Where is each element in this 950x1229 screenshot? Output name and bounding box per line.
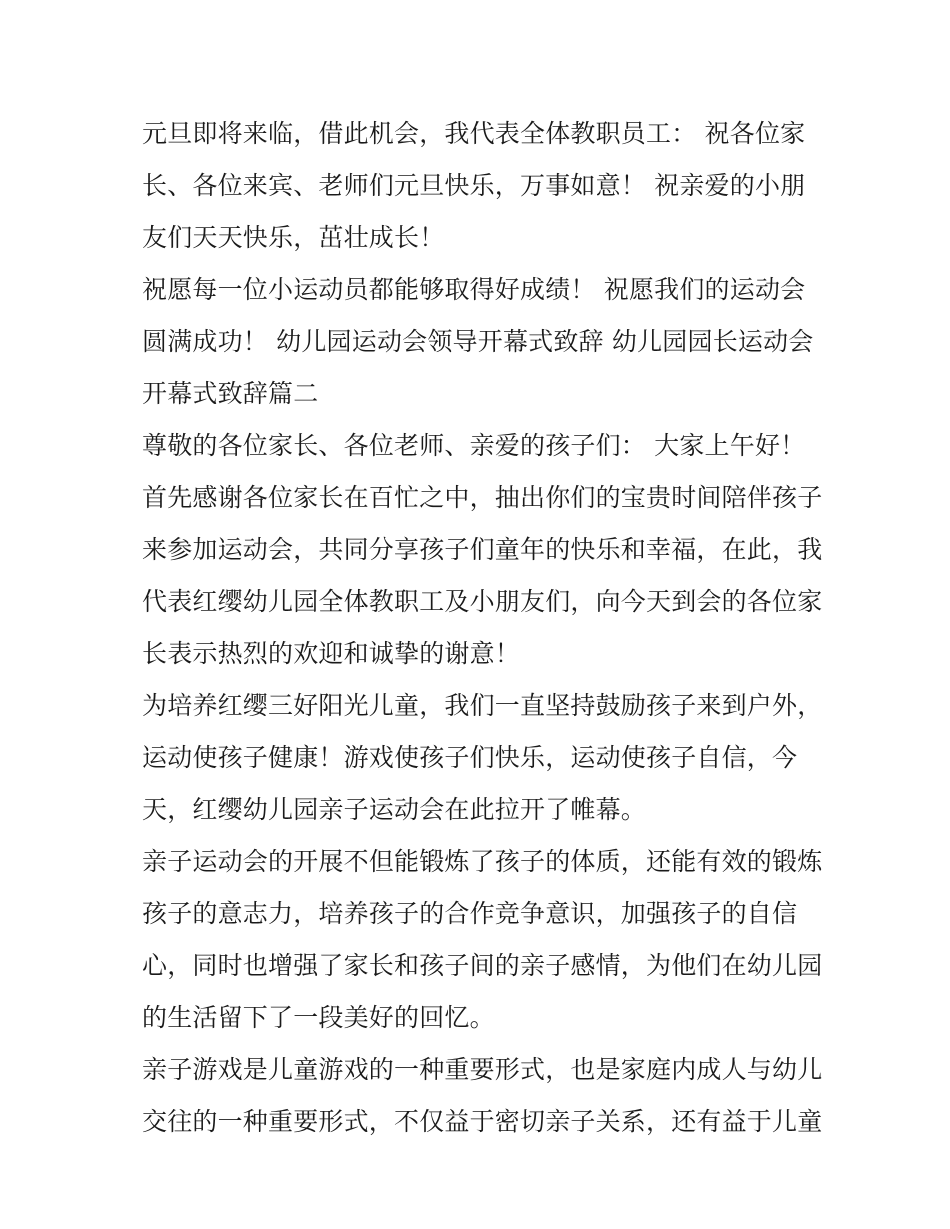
text-line: 为培养红缨三好阳光儿童，我们一直坚持鼓励孩子来到户外，	[142, 691, 823, 720]
text-line: 天，红缨幼儿园亲子运动会在此拉开了帷幕。	[142, 795, 647, 824]
text-line: 亲子游戏是儿童游戏的一种重要形式，也是家庭内成人与幼儿	[142, 1055, 823, 1084]
text-line: 孩子的意志力，培养孩子的合作竞争意识，加强孩子的自信	[142, 899, 798, 928]
text-line: 祝愿每一位小运动员都能够取得好成绩！ 祝愿我们的运动会	[142, 275, 806, 304]
text-line: 友们天天快乐，茁壮成长！	[142, 223, 445, 252]
text-line: 交往的一种重要形式，不仅益于密切亲子关系，还有益于儿童	[142, 1107, 823, 1136]
text-line: 运动使孩子健康！游戏使孩子们快乐，运动使孩子自信，今	[142, 743, 798, 772]
text-line: 圆满成功！ 幼儿园运动会领导开幕式致辞 幼儿园园长运动会	[142, 327, 814, 356]
text-line: 代表红缨幼儿园全体教职工及小朋友们，向今天到会的各位家	[142, 587, 823, 616]
document-body	[142, 108, 823, 1148]
text-line: 尊敬的各位家长、各位老师、亲爱的孩子们： 大家上午好！	[142, 431, 806, 460]
text-line: 的生活留下了一段美好的回忆。	[142, 1003, 495, 1032]
text-line: 首先感谢各位家长在百忙之中，抽出你们的宝贵时间陪伴孩子	[142, 483, 823, 512]
text-line: 开幕式致辞篇二	[142, 379, 319, 408]
text-line: 心，同时也增强了家长和孩子间的亲子感情，为他们在幼儿园	[142, 951, 823, 980]
text-line: 元旦即将来临，借此机会，我代表全体教职员工： 祝各位家	[142, 119, 806, 148]
text-line: 长、各位来宾、老师们元旦快乐，万事如意！ 祝亲爱的小朋	[142, 171, 806, 200]
text-line: 亲子运动会的开展不但能锻炼了孩子的体质，还能有效的锻炼	[142, 847, 823, 876]
text-line: 长表示热烈的欢迎和诚挚的谢意！	[142, 639, 521, 668]
text-line: 来参加运动会，共同分享孩子们童年的快乐和幸福，在此，我	[142, 535, 823, 564]
